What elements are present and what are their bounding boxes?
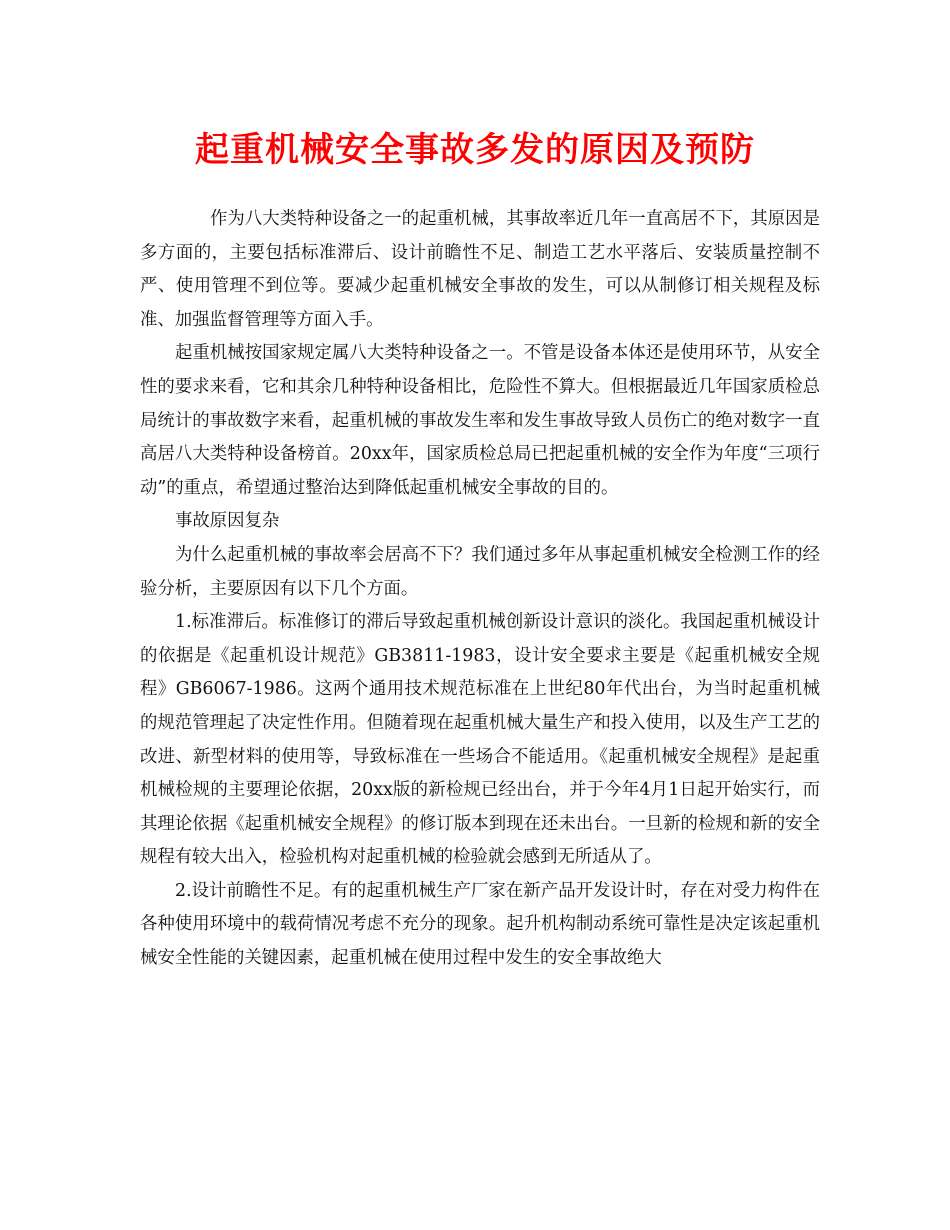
- document-body: [140, 203, 820, 976]
- paragraph-design-foresight: 2.设计前瞻性不足。有的起重机械生产厂家在新产品开发设计时，存在对受力构件在各种使用环境中的载荷情况考虑不充分的现象。起升机构制动系统可靠性是决定该起重机械安全性能的关键因素，起重机械在使用过程中发生的安全事故绝大: [140, 880, 820, 969]
- paragraph-intro: 作为八大类特种设备之一的起重机械，其事故率近几年一直高居不下，其原因是多方面的，主要包括标准滞后、设计前瞻性不足、制造工艺水平落后、安装质量控制不严、使用管理不到位等。要减少起重机械安全事故的发生，可以从制修订相关规程及标准、加强监督管理等方面入手。: [140, 209, 820, 330]
- paragraph-question: 为什么起重机械的事故率会居高不下？我们通过多年从事起重机械安全检测工作的经验分析，主要原因有以下几个方面。: [140, 544, 820, 599]
- section-heading-causes: 事故原因复杂: [175, 511, 280, 532]
- document-title: 起重机械安全事故多发的原因及预防: [195, 130, 755, 170]
- paragraph-classification: 起重机械按国家规定属八大类特种设备之一。不管是设备本体还是使用环节，从安全性的要求来看，它和其余几种特种设备相比，危险性不算大。但根据最近几年国家质检总局统计的事故数字来看，起重机械的事故发生率和发生事故导致人员伤亡的绝对数字一直高居八大类特种设备榜首。20xx年，国家质检总局已把起重机械的安全作为年度“三项行动”的重点，希望通过整治达到降低起重机械安全事故的目的。: [140, 343, 820, 498]
- paragraph-standards-lag: 1.标准滞后。标准修订的滞后导致起重机械创新设计意识的淡化。我国起重机械设计的依据是《起重机设计规范》GB3811-1983，设计安全要求主要是《起重机械安全规程》GB6067-1986。这两个通用技术规范标准在上世纪80年代出台，为当时起重机械的规范管理起了决定性作用。但随着现在起重机械大量生产和投入使用，以及生产工艺的改进、新型材料的使用等，导致标准在一些场合不能适用。《起重机械安全规程》是起重机械检规的主要理论依据，20xx版的新检规已经出台，并于今年4月1日起开始实行，而其理论依据《起重机械安全规程》的修订版本到现在还未出台。一旦新的检规和新的安全规程有较大出入，检验机构对起重机械的检验就会感到无所适从了。: [140, 612, 820, 868]
